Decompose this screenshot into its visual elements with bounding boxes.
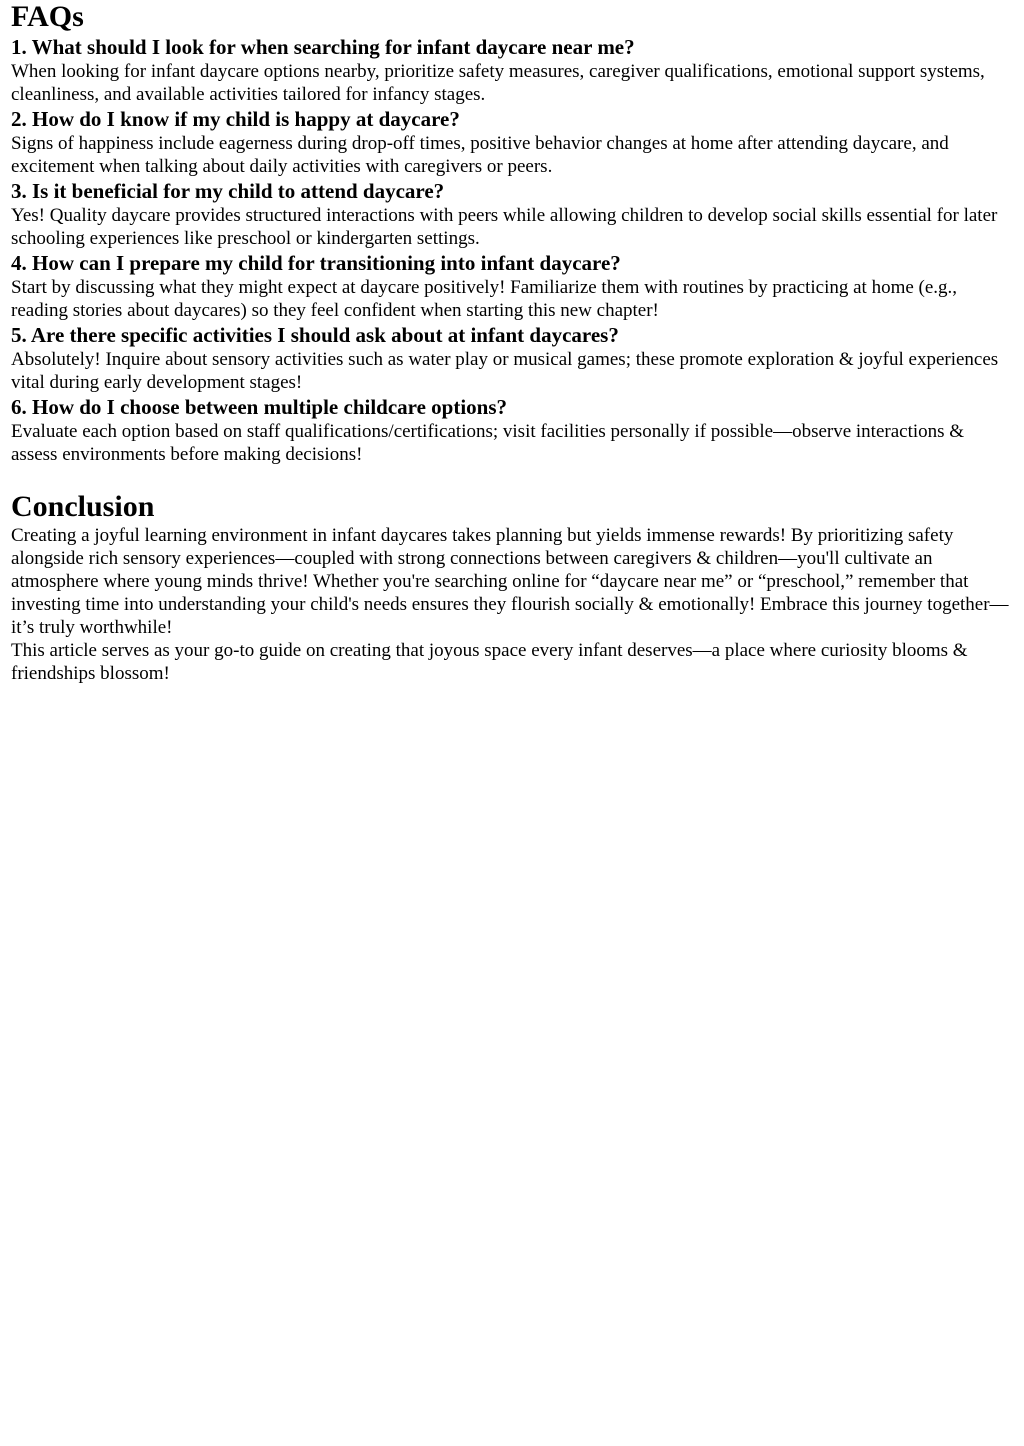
faq-question-5: 5. Are there specific activities I should ask about at infant daycares? <box>11 323 619 347</box>
faq-answer-2: Signs of happiness include eagerness during drop-off times, positive behavior changes at home after attending daycare, and excitement when talking about daily activities with caregivers or peers. <box>11 133 949 177</box>
conclusion-paragraph-1: Creating a joyful learning environment in infant daycares takes planning but yields immense rewards! By prioritizing safety alongside rich sensory experiences—coupled with strong connections between caregivers & children—you'll cultivate an atmosphere where young minds thrive! Whether you're searching online for “daycare near me” or “preschool,” remember that investing time into understanding your child's needs ensures they flourish socially & emotionally! Embrace this journey together—it’s truly worthwhile! <box>11 525 1009 638</box>
conclusion-heading: Conclusion <box>11 490 155 523</box>
faq-question-1: 1. What should I look for when searching for infant daycare near me? <box>11 35 635 59</box>
faq-answer-5: Absolutely! Inquire about sensory activities such as water play or musical games; these promote exploration & joyful experiences vital during early development stages! <box>11 349 999 393</box>
faqs-heading: FAQs <box>11 0 84 33</box>
article-content <box>0 0 1024 685</box>
faq-answer-6: Evaluate each option based on staff qualifications/certifications; visit facilities personally if possible—observe interactions & assess environments before making decisions! <box>11 421 965 465</box>
faq-question-2: 2. How do I know if my child is happy at daycare? <box>11 107 460 131</box>
conclusion-paragraph-2: This article serves as your go-to guide on creating that joyous space every infant deserves—a place where curiosity blooms & friendships blossom! <box>11 640 968 684</box>
faq-question-6: 6. How do I choose between multiple childcare options? <box>11 395 508 419</box>
faq-answer-4: Start by discussing what they might expect at daycare positively! Familiarize them with routines by practicing at home (e.g., reading stories about daycares) so they feel confident when starting this new chapter! <box>11 277 958 321</box>
faq-question-4: 4. How can I prepare my child for transitioning into infant daycare? <box>11 251 621 275</box>
faq-question-3: 3. Is it beneficial for my child to attend daycare? <box>11 179 445 203</box>
faq-answer-3: Yes! Quality daycare provides structured interactions with peers while allowing children to develop social skills essential for later schooling experiences like preschool or kindergarten settings. <box>11 205 998 249</box>
faq-answer-1: When looking for infant daycare options nearby, prioritize safety measures, caregiver qualifications, emotional support systems, cleanliness, and available activities tailored for infancy stages. <box>11 61 985 105</box>
